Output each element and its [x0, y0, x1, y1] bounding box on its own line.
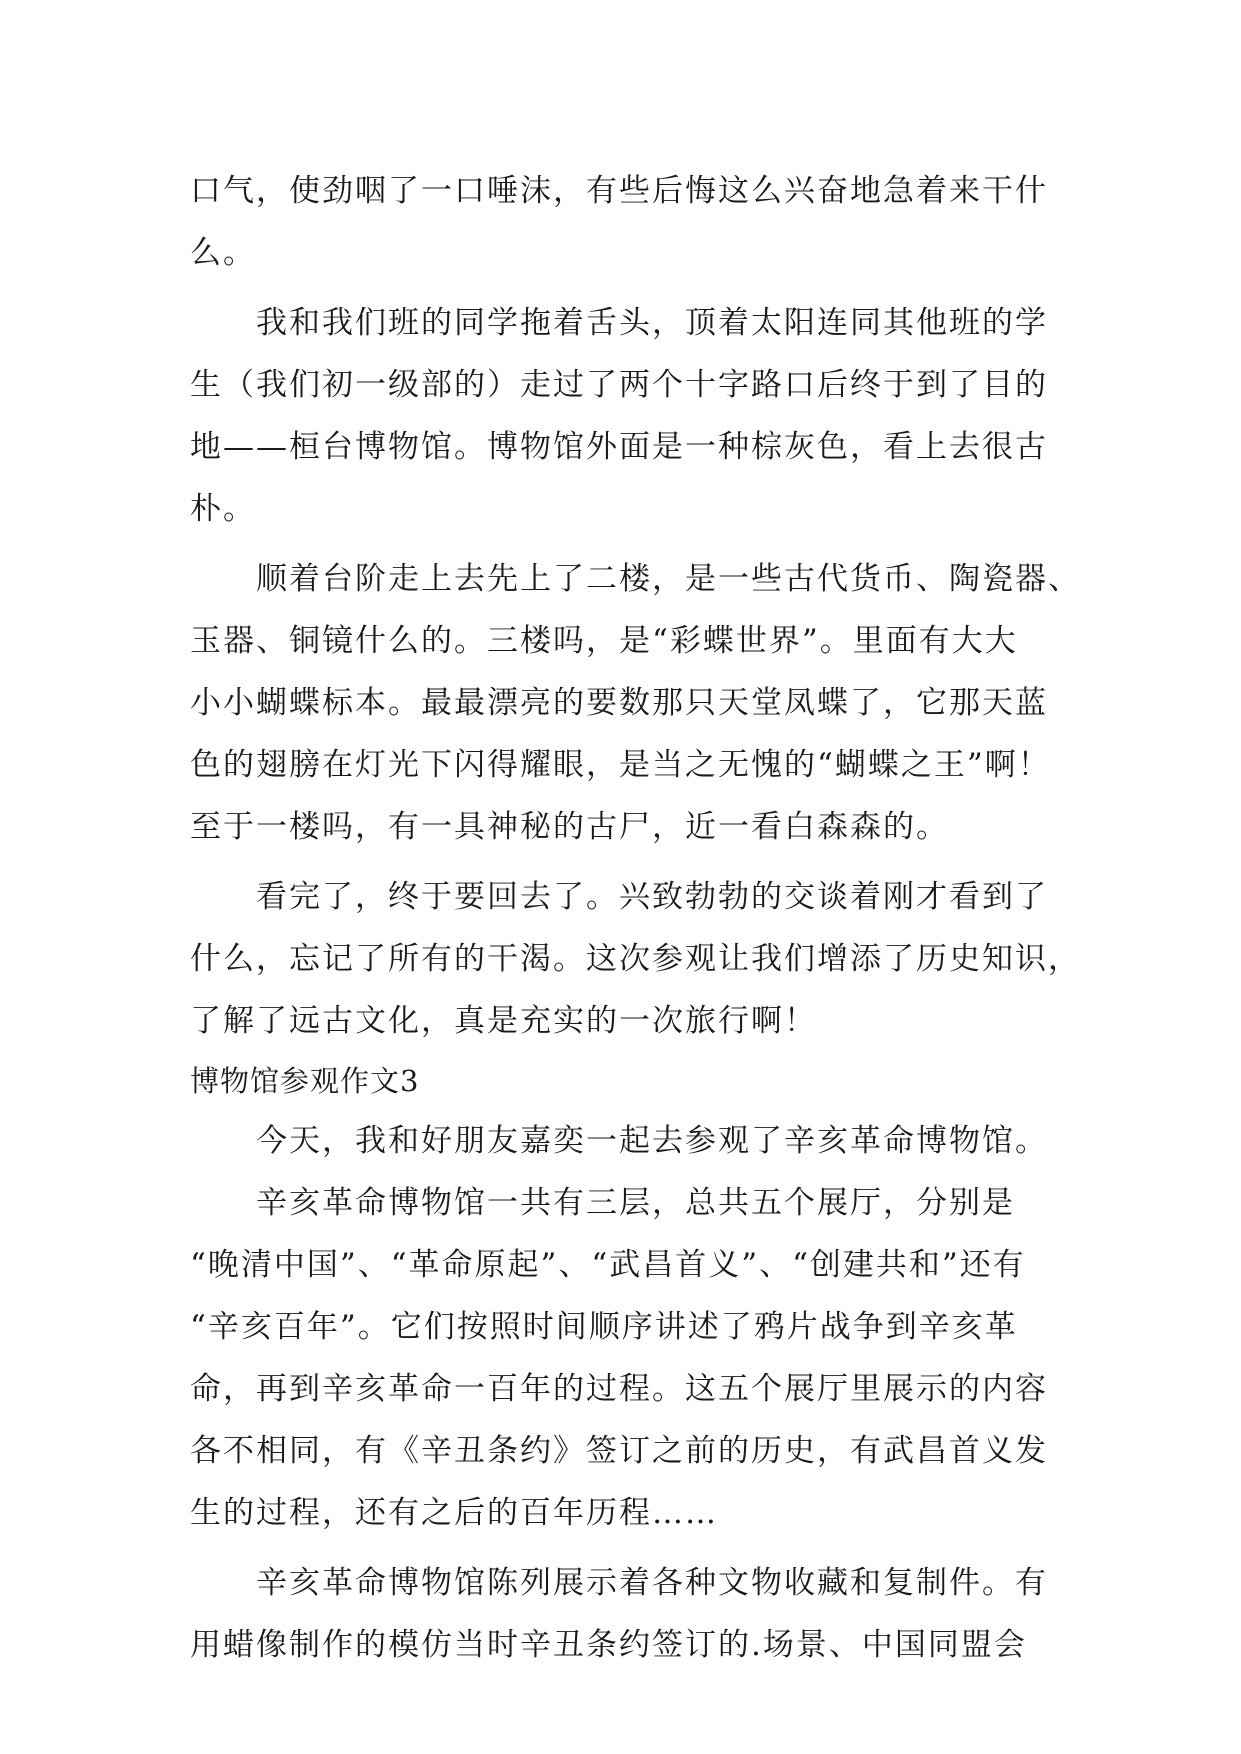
- paragraph-first-line: 我和我们班的同学拖着舌头，顶着太阳连同其他班的学: [256, 305, 1048, 341]
- document-body: [190, 160, 1081, 1676]
- text-line: 地——桓台博物馆。博物馆外面是一种棕灰色，看上去很古: [190, 429, 1048, 465]
- text-line: 用蜡像制作的模仿当时辛丑条约签订的.场景、中国同盟会: [190, 1627, 1027, 1663]
- text-line: 小小蝴蝶标本。最最漂亮的要数那只天堂凤蝶了，它那天蓝: [190, 685, 1048, 721]
- paragraph-first-line: 辛亥革命博物馆陈列展示着各种文物收藏和复制件。有: [256, 1565, 1048, 1601]
- text-line: 口气，使劲咽了一口唾沫，有些后悔这么兴奋地急着来干什: [190, 173, 1048, 209]
- text-line: 生（我们初一级部的）走过了两个十字路口后终于到了目的: [190, 367, 1048, 403]
- paragraph-first-line: 今天，我和好朋友嘉奕一起去参观了辛亥革命博物馆。: [256, 1123, 1048, 1159]
- text-line: 了解了远古文化，真是充实的一次旅行啊！: [190, 1003, 817, 1039]
- section-heading: 博物馆参观作文3: [190, 1064, 420, 1098]
- text-line: “辛亥百年”。它们按照时间顺序讲述了鸦片战争到辛亥革: [190, 1309, 1018, 1345]
- text-line: 至于一楼吗，有一具神秘的古尸，近一看白森森的。: [190, 809, 949, 845]
- text-line: 什么，忘记了所有的干渴。这次参观让我们增添了历史知识，: [190, 941, 1081, 977]
- text-line: 朴。: [190, 491, 256, 527]
- text-line: 各不相同，有《辛丑条约》签订之前的历史，有武昌首义发: [190, 1433, 1048, 1469]
- text-line: 色的翅膀在灯光下闪得耀眼，是当之无愧的“蝴蝶之王”啊！: [190, 747, 1051, 783]
- text-line: 生的过程，还有之后的百年历程……: [190, 1495, 718, 1531]
- text-line: 玉器、铜镜什么的。三楼吗，是“彩蝶世界”。里面有大大: [190, 623, 1018, 659]
- text-line: 么。: [190, 235, 256, 271]
- paragraph-first-line: 看完了，终于要回去了。兴致勃勃的交谈着刚才看到了: [256, 879, 1048, 915]
- text-line: “晚清中国”、“革命原起”、“武昌首义”、“创建共和”还有: [190, 1247, 1026, 1283]
- text-line: 命，再到辛亥革命一百年的过程。这五个展厅里展示的内容: [190, 1371, 1048, 1407]
- paragraph-first-line: 顺着台阶走上去先上了二楼，是一些古代货币、陶瓷器、: [256, 561, 1081, 597]
- paragraph-first-line: 辛亥革命博物馆一共有三层，总共五个展厅，分别是: [256, 1185, 1015, 1221]
